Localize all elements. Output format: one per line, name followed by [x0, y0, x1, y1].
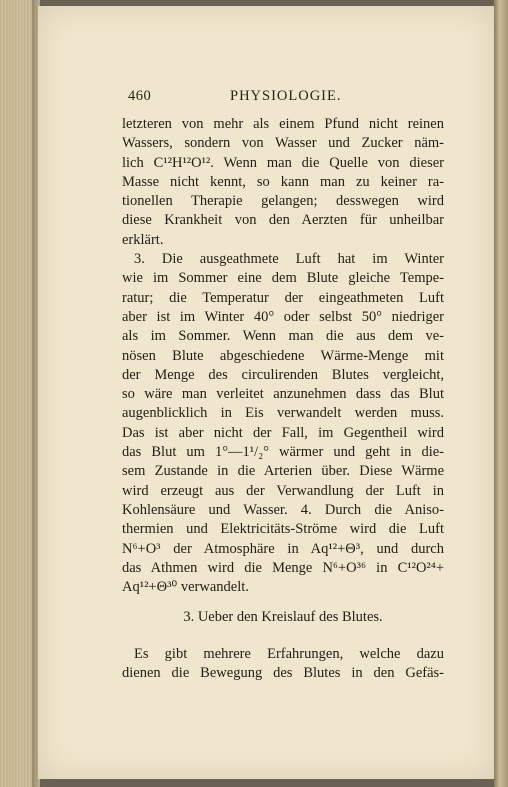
text-line: wie im Sommer eine dem Blute gleiche Tempe-: [122, 270, 444, 287]
text-line: Kohlensäure und Wasser. 4. Durch die Aniso-: [122, 501, 444, 518]
text-line: thermien und Elektricitäts-Ströme wird die Luft: [122, 521, 444, 538]
text-line: Wassers, sondern von Wasser und Zucker näm-: [122, 135, 444, 152]
text-line: der Menge des circulirenden Blutes vergleicht,: [122, 366, 444, 383]
page-number: 460: [128, 88, 152, 104]
text-line: das Athmen wird die Menge N⁶+O³⁶ in C¹²O²⁴+: [122, 559, 444, 576]
text-line: tionellen Therapie gelangen; desswegen wird: [122, 193, 444, 210]
text-line: diese Krankheit von den Aerzten für unheilbar: [122, 212, 444, 229]
text-line: letzteren von mehr als einem Pfund nicht reinen: [122, 116, 444, 132]
text-line: aber ist im Winter 40° oder selbst 50° niedriger: [122, 308, 444, 325]
text-line: augenblicklich in Eis verwandelt werden muss.: [122, 405, 444, 422]
text-line: nösen Blute abgeschiedene Wärme-Menge mit: [122, 347, 444, 364]
text-line: erklärt.: [122, 231, 164, 248]
text-line: so wäre man verleitet anzunehmen dass das Blut: [122, 386, 444, 403]
text-line: Das ist aber nicht der Fall, im Gegentheil wird: [122, 424, 444, 441]
text-line: dienen die Bewegung des Blutes in den Gefäs-: [122, 665, 444, 682]
text-line: Masse nicht kennt, so kann man zu keiner ra-: [122, 173, 444, 190]
text-line: das Blut um 1°—1¹/₂° wärmer und geht in die-: [122, 444, 444, 461]
text-line: Aq¹²+Θ³⁰ verwandelt.: [122, 579, 249, 596]
text-line: als im Sommer. Wenn man die aus dem ve-: [122, 328, 444, 345]
text-line: lich C¹²H¹²O¹². Wenn man die Quelle von dieser: [122, 154, 444, 171]
text-line: wird erzeugt aus der Verwandlung der Luft in: [122, 482, 444, 499]
paragraph-block: [122, 645, 444, 684]
section-heading: 3. Ueber den Kreislauf des Blutes.: [183, 609, 383, 626]
page-header: [120, 88, 456, 110]
text-line: 3. Die ausgeathmete Luft hat im Winter: [134, 251, 444, 268]
paragraph-block: [122, 115, 444, 597]
right-page-edge: [494, 0, 508, 787]
text-line: ratur; die Temperatur der eingeathmeten Luft: [122, 289, 444, 306]
running-head: PHYSIOLOGIE.: [230, 88, 342, 104]
body-text: [122, 115, 444, 683]
text-line: N⁶+O³ der Atmosphäre in Aq¹²+Θ³, und durch: [122, 540, 444, 557]
text-line: sem Zustande in die Arterien über. Diese Wärme: [122, 463, 444, 480]
text-line: Es gibt mehrere Erfahrungen, welche dazu: [134, 645, 444, 662]
